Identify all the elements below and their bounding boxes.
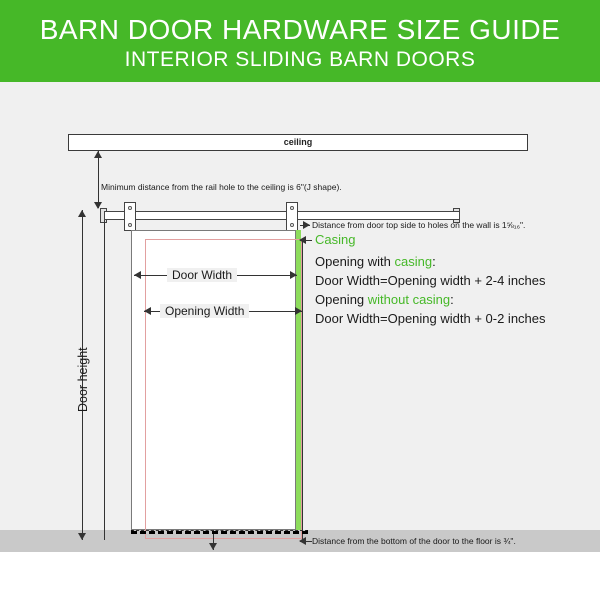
hanger-hole-icon xyxy=(128,206,132,210)
header-banner xyxy=(0,0,600,82)
door-width-arrow-right xyxy=(290,271,297,279)
hanger-hole-icon xyxy=(128,223,132,227)
note-door-to-floor: Distance from the bottom of the door to the floor is ¾". xyxy=(312,536,516,546)
page-subtitle: INTERIOR SLIDING BARN DOORS xyxy=(124,48,476,71)
casing-line3-green: without casing xyxy=(367,292,451,307)
door-width-arrow-left xyxy=(134,271,141,279)
diagram-canvas xyxy=(0,82,600,600)
door-top-dim-arrow xyxy=(303,221,310,229)
casing-line1-prefix: Opening with xyxy=(315,254,395,269)
page-title: BARN DOOR HARDWARE SIZE GUIDE xyxy=(39,14,561,45)
ceiling-to-rail-arrow-up xyxy=(94,151,102,158)
ceiling-label: ceiling xyxy=(283,137,313,147)
track-rail xyxy=(104,211,460,220)
below-floor-area xyxy=(0,552,600,600)
roller-hanger-left xyxy=(124,202,136,231)
door-width-label: Door Width xyxy=(167,268,237,282)
door-height-arrow-up xyxy=(78,210,86,217)
casing-line1-suffix: : xyxy=(432,254,436,269)
casing-line3-suffix: : xyxy=(450,292,454,307)
opening-width-arrow-left xyxy=(144,307,151,315)
casing-callout-line4: Door Width=Opening width + 0-2 inches xyxy=(315,311,546,326)
casing-callout-line3 xyxy=(315,292,454,307)
note-rail-to-ceiling: Minimum distance from the rail hole to the ceiling is 6"(J shape). xyxy=(101,182,342,192)
casing-callout-line1 xyxy=(315,254,436,269)
casing-line1-green: casing xyxy=(394,254,433,269)
casing-callout-title: Casing xyxy=(315,232,356,247)
note-door-top-to-holes: Distance from door top side to holes on the wall is 1⅝₁₆". xyxy=(312,220,526,230)
opening-width-arrow-right xyxy=(295,307,302,315)
door-height-arrow-down xyxy=(78,533,86,540)
casing-line3-prefix: Opening xyxy=(315,292,368,307)
door-height-label: Door height xyxy=(76,347,90,412)
door-opening-outline xyxy=(145,239,302,539)
ceiling-to-rail-dim-line xyxy=(98,151,99,208)
hanger-hole-icon xyxy=(290,223,294,227)
opening-width-label: Opening Width xyxy=(160,304,249,318)
floor-gap-arrow xyxy=(299,537,306,545)
floor-gap-arrow-down xyxy=(209,543,217,550)
casing-callout-line2: Door Width=Opening width + 2-4 inches xyxy=(315,273,546,288)
hanger-hole-icon xyxy=(290,206,294,210)
roller-hanger-right xyxy=(286,202,298,231)
door-bottom-reference-line xyxy=(131,530,308,534)
right-reference-line xyxy=(302,239,303,540)
left-reference-line xyxy=(104,220,105,540)
